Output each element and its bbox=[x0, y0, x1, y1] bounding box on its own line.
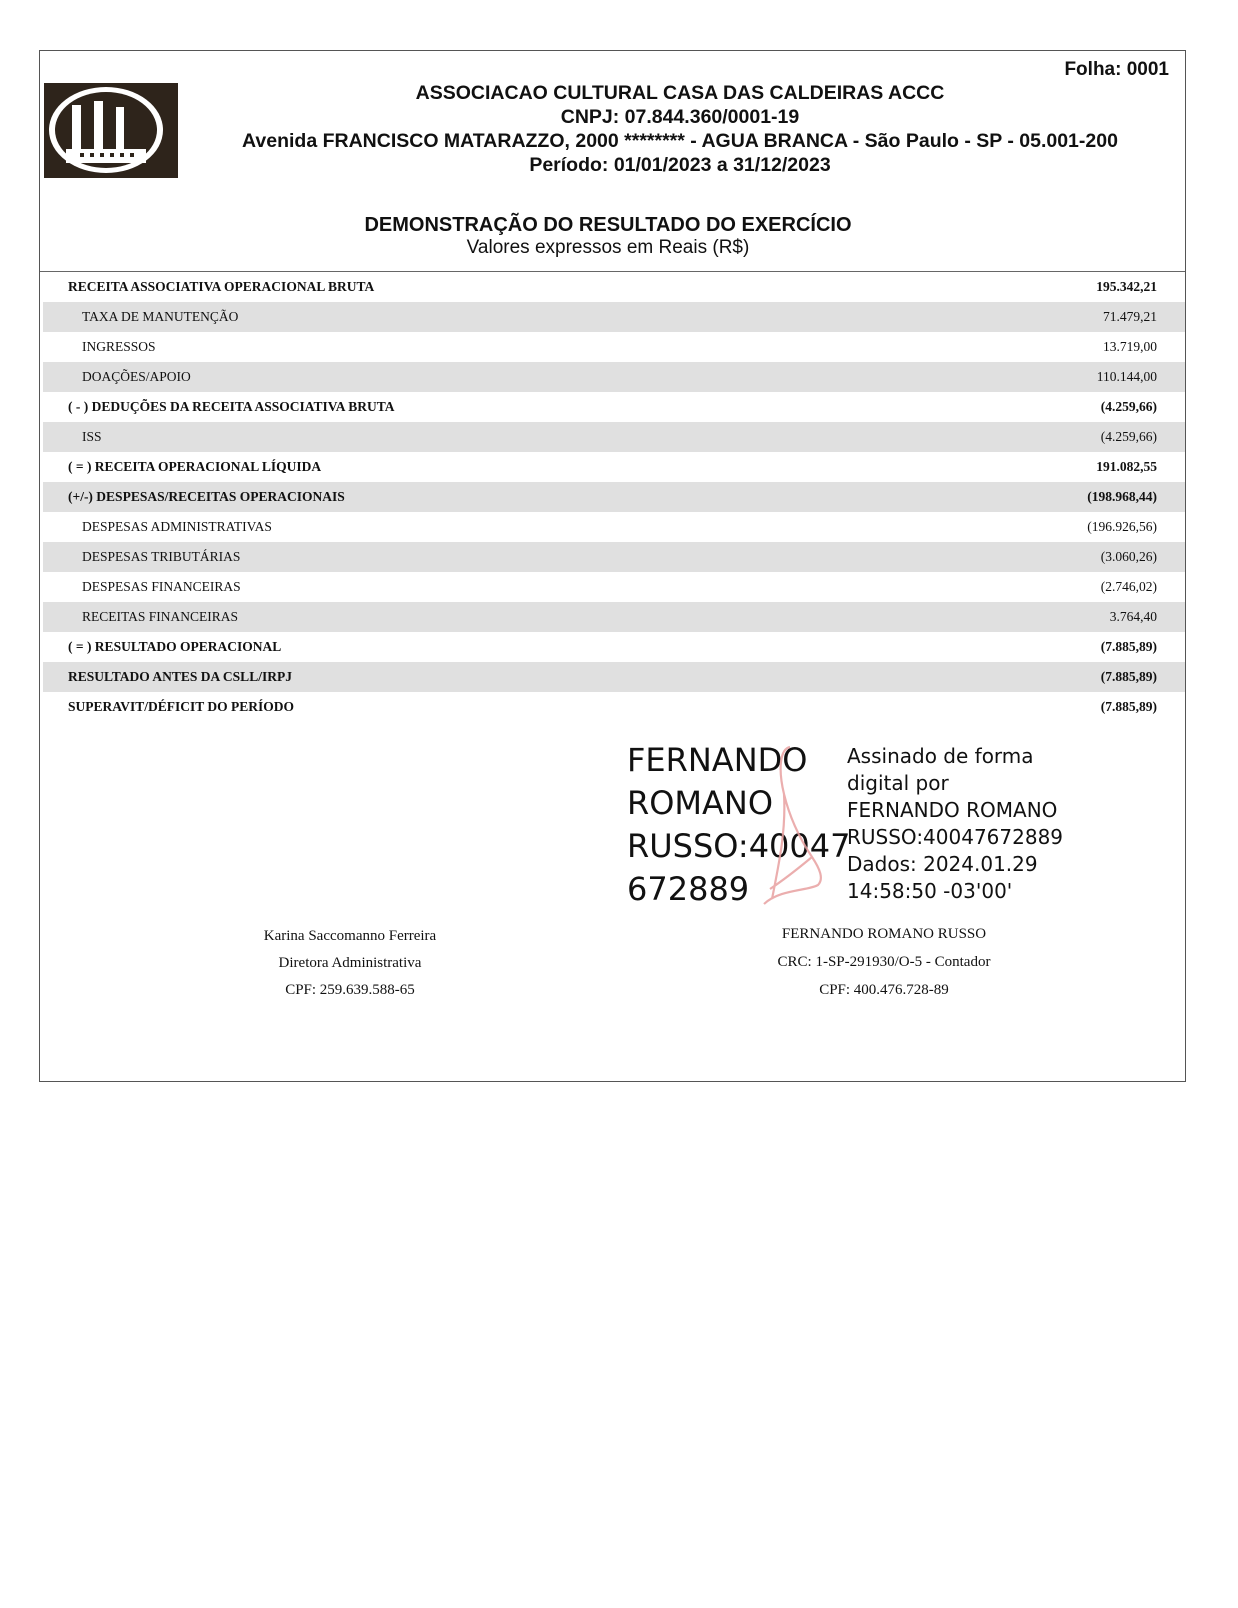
company-name: ASSOCIACAO CULTURAL CASA DAS CALDEIRAS ACCC bbox=[415, 82, 945, 104]
table-row bbox=[43, 512, 1185, 542]
row-value: (196.926,56) bbox=[1087, 519, 1157, 534]
row-label: ( = ) RESULTADO OPERACIONAL bbox=[68, 639, 282, 654]
signatory-right bbox=[724, 920, 1044, 1004]
table-row bbox=[43, 392, 1185, 422]
report-subtitle: Valores expressos em Reais (R$) bbox=[466, 237, 750, 258]
row-label: (+/-) DESPESAS/RECEITAS OPERACIONAIS bbox=[68, 489, 345, 504]
row-value: (7.885,89) bbox=[1100, 639, 1157, 654]
table-row bbox=[43, 482, 1185, 512]
table-row bbox=[43, 692, 1185, 722]
table-row bbox=[43, 272, 1185, 302]
report-title-block bbox=[40, 213, 1176, 259]
row-value: 71.479,21 bbox=[1103, 309, 1157, 324]
table-row bbox=[43, 452, 1185, 482]
row-value: (4.259,66) bbox=[1100, 429, 1157, 444]
signature-name-line: 672889 bbox=[627, 870, 750, 908]
signatory-doc: CPF: 400.476.728-89 bbox=[819, 982, 949, 998]
signature-name-line: ROMANO bbox=[627, 784, 774, 822]
row-label: INGRESSOS bbox=[82, 339, 156, 354]
signatory-doc: CPF: 259.639.588-65 bbox=[285, 982, 415, 998]
statement-page bbox=[39, 50, 1186, 1082]
company-address: Avenida FRANCISCO MATARAZZO, 2000 ******** - AGUA BRANCA - São Paulo - SP - 05.001-200 bbox=[242, 130, 1118, 152]
signature-info-line: Assinado de forma bbox=[847, 744, 1034, 768]
table-row bbox=[43, 662, 1185, 692]
adobe-signature-swoosh-icon bbox=[750, 739, 840, 909]
row-value: (198.968,44) bbox=[1087, 489, 1157, 504]
table-row bbox=[43, 362, 1185, 392]
table-row bbox=[43, 632, 1185, 662]
signatory-role: Diretora Administrativa bbox=[278, 955, 422, 971]
signature-info-line: Dados: 2024.01.29 bbox=[847, 852, 1038, 876]
row-value: (7.885,89) bbox=[1100, 669, 1157, 684]
sheet-number: Folha: 0001 bbox=[1064, 59, 1169, 80]
signature-info-line: FERNANDO ROMANO bbox=[847, 798, 1058, 822]
signature-name-line: FERNANDO bbox=[627, 741, 808, 779]
row-value: 3.764,40 bbox=[1109, 609, 1157, 624]
row-label: DESPESAS ADMINISTRATIVAS bbox=[82, 519, 272, 534]
company-header bbox=[40, 81, 1238, 177]
signature-info-line: 14:58:50 -03'00' bbox=[847, 879, 1013, 903]
row-label: TAXA DE MANUTENÇÃO bbox=[82, 309, 239, 324]
row-label: ( - ) DEDUÇÕES DA RECEITA ASSOCIATIVA BRUTA bbox=[68, 399, 395, 414]
row-value: 191.082,55 bbox=[1096, 459, 1157, 474]
income-statement-table bbox=[43, 272, 1185, 722]
row-label: RECEITAS FINANCEIRAS bbox=[82, 609, 239, 624]
row-value: 110.144,00 bbox=[1096, 369, 1157, 384]
row-value: (4.259,66) bbox=[1100, 399, 1157, 414]
table-row bbox=[43, 542, 1185, 572]
row-label: ( = ) RECEITA OPERACIONAL LÍQUIDA bbox=[68, 459, 322, 474]
row-value: (3.060,26) bbox=[1100, 549, 1157, 564]
table-row bbox=[43, 332, 1185, 362]
signatory-name: FERNANDO ROMANO RUSSO bbox=[781, 926, 987, 942]
row-value: (7.885,89) bbox=[1100, 699, 1157, 714]
signature-name-line: RUSSO:40047 bbox=[627, 827, 851, 865]
signatory-role: CRC: 1-SP-291930/O-5 - Contador bbox=[777, 954, 991, 970]
row-value: 195.342,21 bbox=[1096, 279, 1157, 294]
row-value: 13.719,00 bbox=[1103, 339, 1157, 354]
row-label: DOAÇÕES/APOIO bbox=[82, 369, 191, 384]
row-label: ISS bbox=[82, 429, 102, 444]
row-label: SUPERAVIT/DÉFICIT DO PERÍODO bbox=[68, 699, 295, 714]
signature-info-line: RUSSO:40047672889 bbox=[847, 825, 1064, 849]
table-row bbox=[43, 302, 1185, 332]
signatory-name: Karina Saccomanno Ferreira bbox=[263, 928, 437, 944]
signatory-left bbox=[190, 923, 510, 1004]
company-cnpj: CNPJ: 07.844.360/0001-19 bbox=[560, 106, 800, 128]
signature-info-line: digital por bbox=[847, 771, 949, 795]
row-label: RECEITA ASSOCIATIVA OPERACIONAL BRUTA bbox=[68, 279, 375, 294]
report-period: Período: 01/01/2023 a 31/12/2023 bbox=[529, 154, 831, 176]
table-row bbox=[43, 572, 1185, 602]
table-row bbox=[43, 422, 1185, 452]
row-label: RESULTADO ANTES DA CSLL/IRPJ bbox=[68, 669, 292, 684]
digital-signature-info bbox=[847, 743, 1087, 905]
table-row bbox=[43, 602, 1185, 632]
row-label: DESPESAS TRIBUTÁRIAS bbox=[82, 549, 241, 564]
row-value: (2.746,02) bbox=[1100, 579, 1157, 594]
row-label: DESPESAS FINANCEIRAS bbox=[82, 579, 241, 594]
report-title: DEMONSTRAÇÃO DO RESULTADO DO EXERCÍCIO bbox=[364, 214, 852, 236]
